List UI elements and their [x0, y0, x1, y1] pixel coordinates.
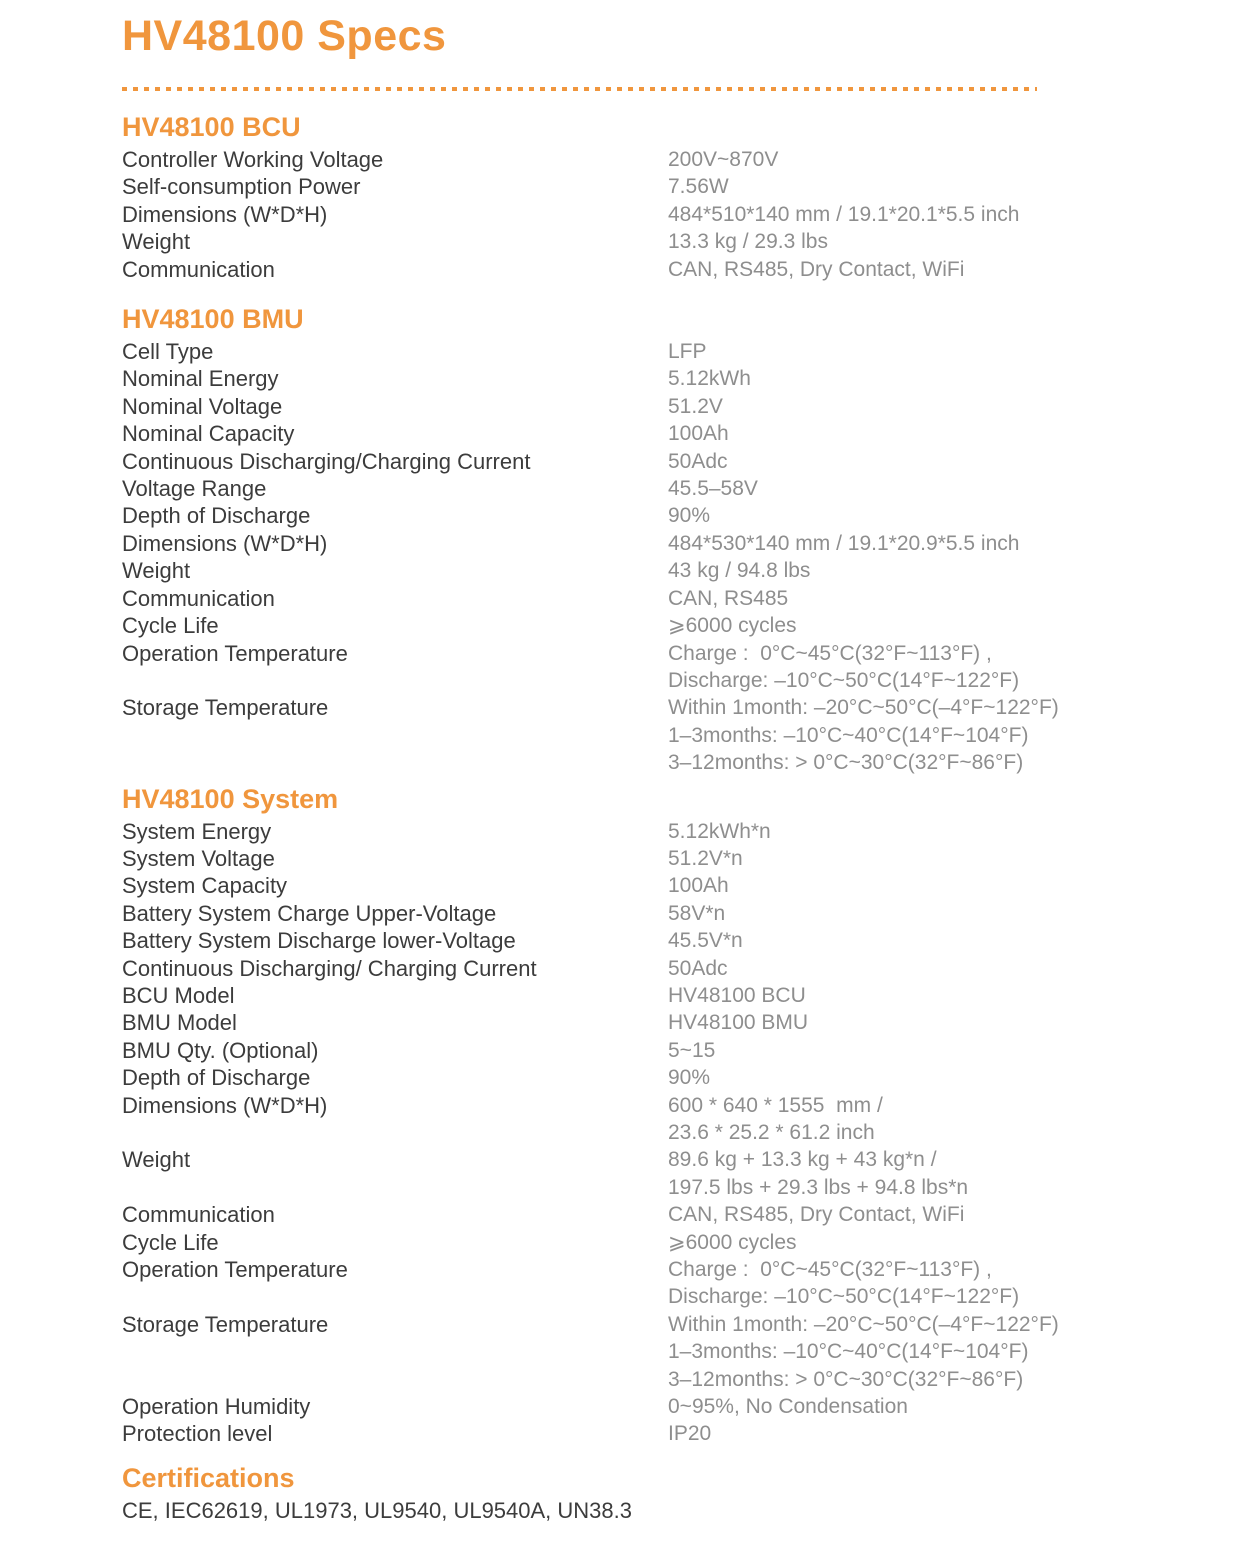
spec-label: Cell Type	[122, 339, 214, 365]
spec-value	[668, 228, 828, 255]
spec-value	[668, 1229, 797, 1256]
spec-value	[668, 818, 771, 845]
spec-value	[668, 1064, 710, 1091]
spec-row	[122, 557, 1160, 584]
spec-label: Voltage Range	[122, 476, 267, 502]
spec-label: System Energy	[122, 818, 272, 844]
spec-row	[122, 585, 1160, 612]
section-heading: Certifications	[122, 1462, 295, 1493]
spec-label: Nominal Energy	[122, 366, 279, 392]
spec-row	[122, 1229, 1160, 1256]
spec-row	[122, 900, 1160, 927]
spec-value	[668, 1009, 808, 1036]
spec-label: Nominal Voltage	[122, 393, 283, 419]
spec-label: Cycle Life	[122, 613, 219, 639]
spec-value	[668, 955, 728, 982]
spec-value	[668, 927, 743, 954]
spec-value-line: 100Ah	[668, 874, 729, 898]
spec-row	[122, 1256, 1160, 1311]
spec-value-line: 100Ah	[668, 422, 729, 446]
spec-value	[668, 1092, 883, 1147]
spec-value-line: 484*510*140 mm / 19.1*20.1*5.5 inch	[668, 202, 1020, 226]
spec-value	[668, 982, 806, 1009]
spec-value-line: ⩾6000 cycles	[668, 614, 797, 638]
spec-value-line: Discharge: –10°C~50°C(14°F~122°F)	[668, 668, 1020, 692]
spec-label: Dimensions (W*D*H)	[122, 530, 328, 556]
spec-section	[122, 783, 1160, 1448]
spec-label: Communication	[122, 256, 275, 282]
spec-value-line: 13.3 kg / 29.3 lbs	[668, 230, 828, 254]
spec-row	[122, 818, 1160, 845]
spec-row	[122, 694, 1160, 776]
spec-label: Battery System Charge Upper-Voltage	[122, 900, 497, 926]
spec-row	[122, 338, 1160, 365]
spec-label: Communication	[122, 585, 275, 611]
spec-value-line: 7.56W	[668, 175, 729, 199]
spec-value	[668, 173, 729, 200]
spec-label: System Voltage	[122, 845, 275, 871]
spec-value-line: HV48100 BMU	[668, 1011, 809, 1035]
spec-value	[668, 146, 778, 173]
spec-row	[122, 1064, 1160, 1091]
spec-value-line: 3–12months: > 0°C~30°C(32°F~86°F)	[668, 1367, 1024, 1391]
spec-value-line: 0~95%, No Condensation	[668, 1395, 908, 1419]
spec-row	[122, 1393, 1160, 1420]
spec-row	[122, 982, 1160, 1009]
spec-row	[122, 201, 1160, 228]
spec-label: Controller Working Voltage	[122, 147, 384, 172]
section-heading: HV48100 BCU	[122, 112, 301, 142]
spec-label: Depth of Discharge	[122, 1065, 311, 1091]
spec-label: Communication	[122, 1202, 275, 1228]
spec-row	[122, 1311, 1160, 1393]
spec-row	[122, 1420, 1160, 1447]
spec-value-line: 600 * 640 * 1555 mm /	[668, 1093, 883, 1117]
page-title: HV48100 Specs	[122, 12, 447, 60]
spec-value-line: Within 1month: –20°C~50°C(–4°F~122°F)	[668, 696, 1059, 720]
spec-label: Continuous Discharging/Charging Current	[122, 448, 531, 474]
spec-value-line: 51.2V	[668, 394, 723, 418]
spec-value-line: 5.12kWh	[668, 367, 751, 391]
spec-row	[122, 927, 1160, 954]
spec-label: Operation Temperature	[122, 640, 348, 666]
spec-value	[668, 612, 797, 639]
spec-label: Weight	[122, 1147, 191, 1173]
spec-label: Self-consumption Power	[122, 174, 361, 200]
spec-value-line: HV48100 BCU	[668, 983, 806, 1007]
spec-row	[122, 256, 1160, 283]
spec-value-line: 200V~870V	[668, 148, 779, 171]
spec-value-line: Charge : 0°C~45°C(32°F~113°F) ,	[668, 641, 992, 665]
spec-row	[122, 612, 1160, 639]
spec-row	[122, 1009, 1160, 1036]
spec-value-line: Charge : 0°C~45°C(32°F~113°F) ,	[668, 1258, 992, 1282]
spec-label: Depth of Discharge	[122, 503, 311, 529]
spec-row	[122, 1146, 1160, 1201]
spec-value	[668, 420, 729, 447]
spec-value	[668, 1037, 715, 1064]
spec-value	[668, 1311, 1059, 1393]
spec-row	[122, 955, 1160, 982]
spec-row	[122, 448, 1160, 475]
spec-label: BCU Model	[122, 982, 235, 1008]
spec-value	[668, 393, 723, 420]
spec-value	[668, 1420, 711, 1447]
spec-sections	[122, 111, 1160, 1525]
spec-value-line: 58V*n	[668, 901, 726, 925]
spec-value-line: 90%	[668, 504, 711, 528]
spec-value-line: CAN, RS485, Dry Contact, WiFi	[668, 257, 965, 281]
spec-value-line: 50Adc	[668, 956, 728, 980]
spec-label: Dimensions (W*D*H)	[122, 1092, 328, 1118]
spec-value-line: 1–3months: –10°C~40°C(14°F~104°F)	[668, 1340, 1029, 1364]
spec-value-line: 1–3months: –10°C~40°C(14°F~104°F)	[668, 723, 1029, 747]
section-heading: HV48100 System	[122, 783, 339, 814]
spec-value	[668, 640, 1019, 695]
spec-row	[122, 845, 1160, 872]
spec-value-line: 5.12kWh*n	[668, 819, 771, 843]
spec-label: Weight	[122, 229, 191, 255]
spec-value	[668, 256, 964, 283]
spec-value-line: 484*530*140 mm / 19.1*20.9*5.5 inch	[668, 531, 1020, 555]
spec-value-line: 89.6 kg + 13.3 kg + 43 kg*n /	[668, 1148, 937, 1172]
spec-value-line: ⩾6000 cycles	[668, 1230, 797, 1254]
spec-label: Battery System Discharge lower-Voltage	[122, 928, 516, 954]
spec-label: Protection level	[122, 1421, 273, 1447]
spec-section	[122, 303, 1160, 777]
spec-row	[122, 1092, 1160, 1147]
spec-value	[668, 530, 1019, 557]
spec-value-line: 50Adc	[668, 449, 728, 473]
spec-row	[122, 228, 1160, 255]
spec-value-line: Discharge: –10°C~50°C(14°F~122°F)	[668, 1285, 1020, 1309]
spec-row	[122, 365, 1160, 392]
spec-section	[122, 1462, 1160, 1525]
spec-label: Dimensions (W*D*H)	[122, 201, 328, 227]
spec-value-line: 51.2V*n	[668, 846, 743, 870]
spec-value	[668, 557, 810, 584]
spec-row	[122, 1037, 1160, 1064]
spec-value-line: 90%	[668, 1066, 711, 1090]
spec-value	[668, 1201, 964, 1228]
spec-value	[668, 1393, 908, 1420]
spec-value	[668, 365, 751, 392]
spec-label: Operation Temperature	[122, 1257, 348, 1283]
spec-value	[668, 338, 707, 365]
spec-label: Continuous Discharging/ Charging Current	[122, 955, 537, 981]
spec-value	[668, 448, 728, 475]
spec-label: System Capacity	[122, 873, 288, 899]
spec-row	[122, 475, 1160, 502]
spec-label: Cycle Life	[122, 1229, 219, 1255]
spec-label: BMU Qty. (Optional)	[122, 1037, 319, 1063]
spec-value	[668, 900, 725, 927]
spec-value	[668, 694, 1059, 776]
spec-value-line: 23.6 * 25.2 * 61.2 inch	[668, 1121, 875, 1144]
spec-row	[122, 872, 1160, 899]
spec-label: BMU Model	[122, 1010, 237, 1036]
spec-value	[668, 502, 710, 529]
spec-row	[122, 502, 1160, 529]
spec-row	[122, 1201, 1160, 1228]
spec-value-line: LFP	[668, 340, 707, 364]
spec-row	[122, 393, 1160, 420]
spec-value	[668, 1146, 968, 1201]
section-heading: HV48100 BMU	[122, 304, 304, 335]
spec-value-line: 45.5–58V	[668, 477, 758, 501]
spec-label: Operation Humidity	[122, 1394, 311, 1420]
spec-value-line: IP20	[668, 1422, 712, 1446]
spec-value-line: 45.5V*n	[668, 929, 743, 953]
spec-value	[668, 585, 788, 612]
spec-row	[122, 530, 1160, 557]
spec-value-line: 3–12months: > 0°C~30°C(32°F~86°F)	[668, 751, 1024, 775]
spec-label: Storage Temperature	[122, 1311, 329, 1337]
spec-value-line: 197.5 lbs + 29.3 lbs + 94.8 lbs*n	[668, 1175, 969, 1199]
spec-row	[122, 420, 1160, 447]
spec-section	[122, 111, 1160, 283]
spec-label: Nominal Capacity	[122, 421, 295, 447]
spec-value	[668, 201, 1019, 228]
spec-row	[122, 146, 1160, 173]
spec-row	[122, 173, 1160, 200]
spec-value	[668, 845, 743, 872]
spec-row	[122, 640, 1160, 695]
spec-label: Weight	[122, 558, 191, 584]
dashed-divider	[122, 87, 1037, 91]
spec-value	[668, 475, 758, 502]
certifications-text: CE, IEC62619, UL1973, UL9540, UL9540A, UN38.3	[122, 1497, 632, 1523]
spec-value-line: Within 1month: –20°C~50°C(–4°F~122°F)	[668, 1312, 1059, 1336]
spec-label: Storage Temperature	[122, 695, 329, 721]
spec-value-line: 43 kg / 94.8 lbs	[668, 559, 811, 583]
spec-value-line: 5~15	[668, 1038, 716, 1062]
spec-value-line: CAN, RS485, Dry Contact, WiFi	[668, 1203, 965, 1227]
spec-value-line: CAN, RS485	[668, 586, 789, 610]
spec-value	[668, 872, 729, 899]
spec-value	[668, 1256, 1019, 1311]
